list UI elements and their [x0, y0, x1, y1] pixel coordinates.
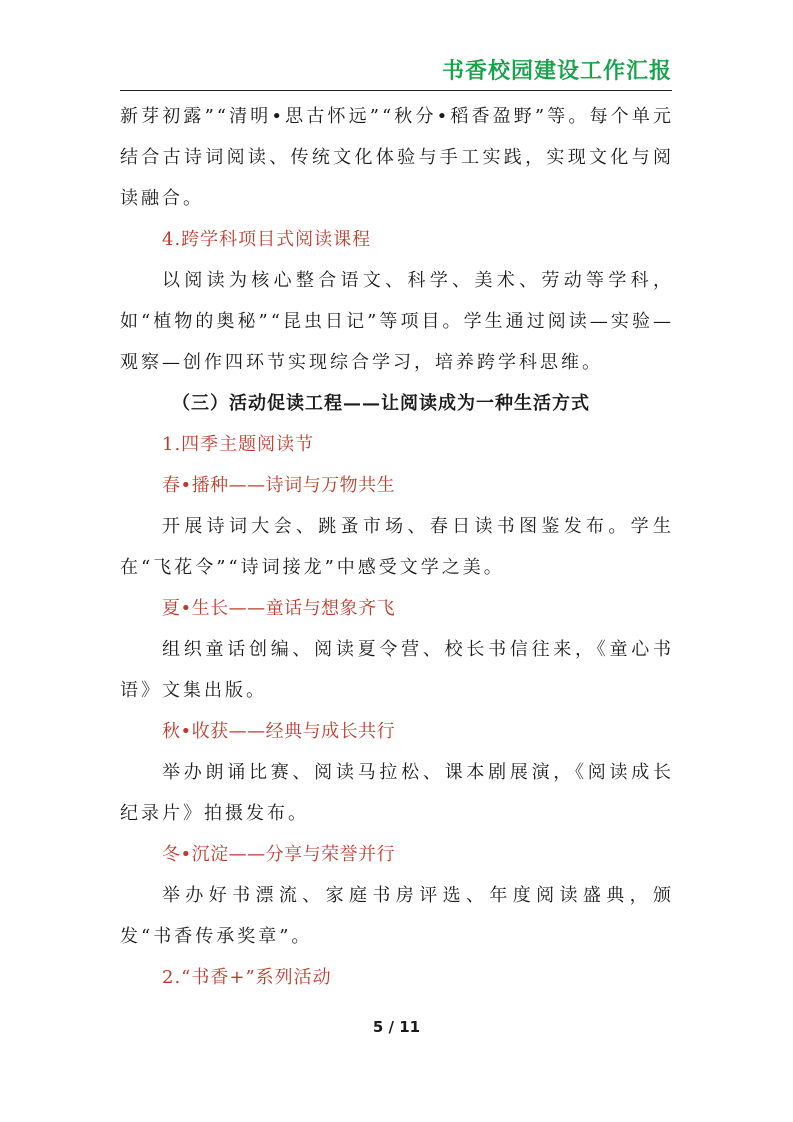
- subheading-bookish-plus: 2.“书香+”系列活动: [162, 967, 332, 988]
- summer-title: 夏•生长——童话与想象齐飞: [162, 598, 396, 619]
- winter-text: 举办好书漂流、家庭书房评选、年度阅读盛典，颁发“书香传承奖章”。: [120, 885, 674, 947]
- autumn-text: 举办朗诵比赛、阅读马拉松、课本剧展演，《阅读成长纪录片》拍摄发布。: [120, 762, 674, 824]
- subheading-interdisciplinary: 4.跨学科项目式阅读课程: [162, 229, 372, 250]
- page-number: 5 / 11: [372, 1018, 421, 1036]
- winter-title: 冬•沉淀——分享与荣誉并行: [162, 844, 396, 865]
- subheading-seasonal-festival: 1.四季主题阅读节: [162, 434, 315, 455]
- paragraph-interdisciplinary: 以阅读为核心整合语文、科学、美术、劳动等学科，如“植物的奥秘”“昆虫日记”等项目。学生通过阅读—实验—观察—创作四环节实现综合学习，培养跨学科思维。: [120, 270, 674, 373]
- document-body: [120, 96, 674, 998]
- autumn-title: 秋•收获——经典与成长共行: [162, 721, 396, 742]
- spring-text: 开展诗词大会、跳蚤市场、春日读书图鉴发布。学生在“飞花令”“诗词接龙”中感受文学之美。: [120, 516, 674, 578]
- page-header: [120, 56, 672, 91]
- summer-text: 组织童话创编、阅读夏令营、校长书信往来，《童心书语》文集出版。: [120, 639, 674, 701]
- header-title: 书香校园建设工作汇报: [441, 59, 672, 84]
- paragraph-continuation: 新芽初露”“清明•思古怀远”“秋分•稻香盈野”等。每个单元结合古诗词阅读、传统文化体验与手工实践，实现文化与阅读融合。: [120, 106, 674, 209]
- section-heading-activities: （三）活动促读工程——让阅读成为一种生活方式: [172, 393, 590, 414]
- spring-title: 春•播种——诗词与万物共生: [162, 475, 396, 496]
